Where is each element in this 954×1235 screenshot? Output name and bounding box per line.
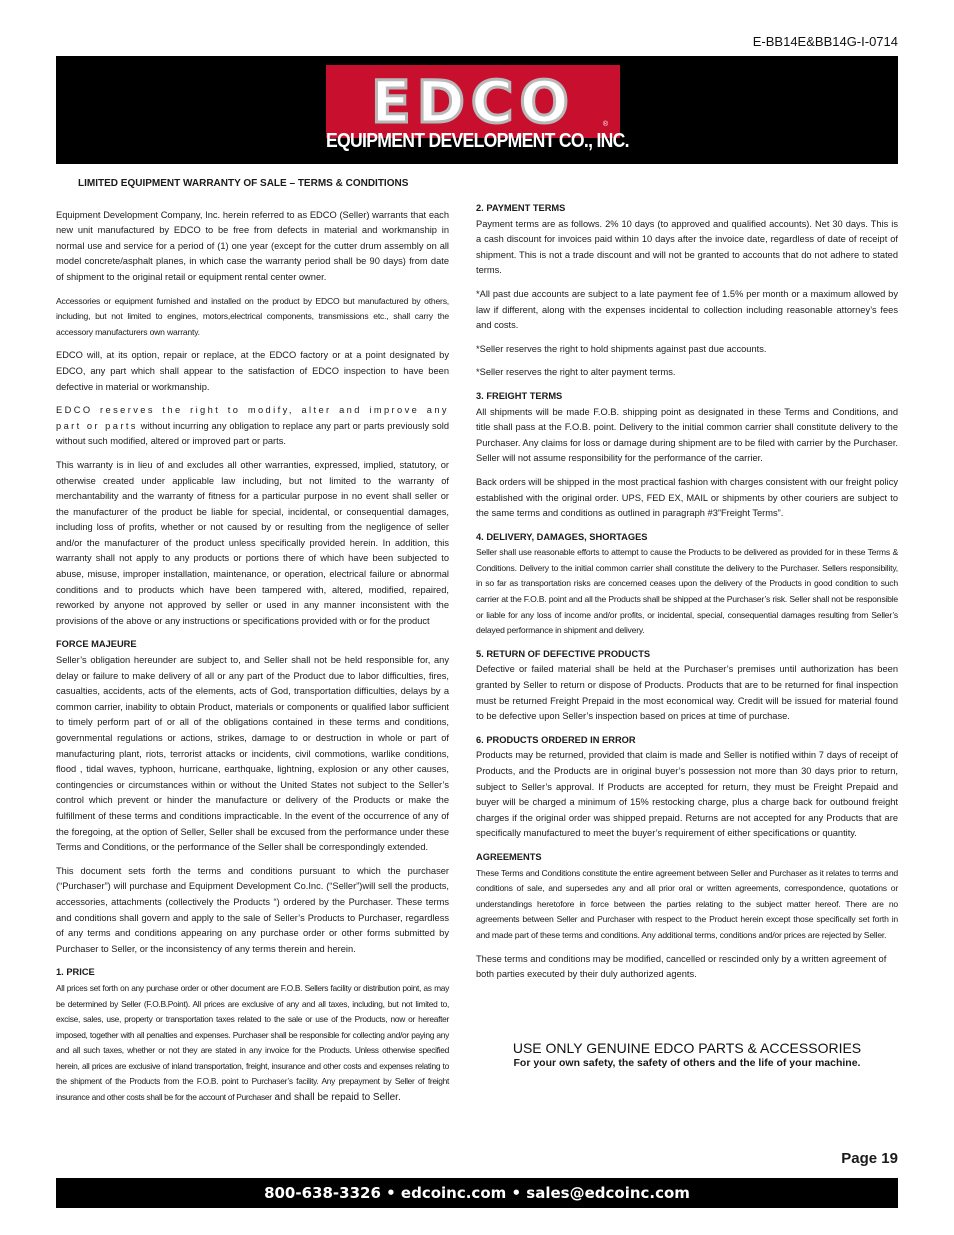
left-column <box>56 176 449 1114</box>
hold-shipments-paragraph: *Seller reserves the right to hold shipments against past due accounts. <box>476 343 767 354</box>
return-paragraph: Defective or failed material shall be held at the Purchaser’s premises until authorization has been granted by Seller to return or dispose of Products. Products that are to be returned for final inspection must be returned Freight Prepaid in the most economical way. Credit will be issued for material found to be defective upon Seller’s inspection based on prices at time of purchase. <box>476 664 898 722</box>
genuine-parts-notice <box>476 1040 898 1069</box>
edco-logo <box>326 65 620 138</box>
repair-paragraph: EDCO will, at its option, repair or replace, at the EDCO factory or at a point designated by EDCO, any part which shall appear to the satisfaction of EDCO inspection to have been defective in material or workmanship. <box>56 350 449 392</box>
header-band <box>56 56 898 164</box>
ordered-in-error-paragraph: Products may be returned, provided that claim is made and Seller is notified within 7 days of receipt of Products, and the Products are in original buyer’s possession not more than 30 days prior to return, subject to Seller’s approval. If Products are accepted for return, they must be Freight Prepaid and buyer will be charged a minimum of 15% restocking charge, plus a charge back for outbound freight charges if the original order was shipped prepaid. Returns are not accepted for any Products that are specifically manufactured to meet the buyer’s requirement of either specifications or quantity. <box>476 750 898 839</box>
document-code: E-BB14E&BB14G-I-0714 <box>752 34 898 49</box>
back-orders-paragraph: Back orders will be shipped in the most practical fashion with charges consistent with our freight policy established with the original order. UPS, FED EX, MAIL or shipments by other couriers are subject to the same terms and conditions as outlined in paragraph #3”Freight Terms”. <box>476 476 898 519</box>
late-fee-paragraph: *All past due accounts are subject to a late payment fee of 1.5% per month or a maximum allowed by law if different, along with the expenses incidental to collection including reasonable attorney’s fees and costs. <box>476 288 898 331</box>
delivery-paragraph: Seller shall use reasonable efforts to attempt to cause the Products to be delivered as provided for in these Terms & Conditions. Delivery to the initial common carrier shall constitute the delivery to the Purchaser. Sellers responsibility, in so far as transportation risks are concerned ceases upon the delivery of the Products in good condition to such carrier at the F.O.B. point and all the Products shall be shipped at the Purchaser’s risk. Seller shall not be responsible or liable for any loss of income and/or profits, or incidental, special, consequential damages resulting from Seller’s delayed performance in shipment and delivery. <box>476 547 898 636</box>
warranty-paragraph: Equipment Development Company, Inc. herein referred to as EDCO (Seller) warrants that each new unit manufactured by EDCO to be free from defects in material and workmanship in normal use and service for a period of (1) one year (except for the cutter drum assembly on all model concrete/asphalt planes, in which case the warranty period shall be 90 days) from date of shipment to the original retail or equipment rental center owner. <box>56 209 449 282</box>
price-tail: and shall be repaid to Seller. <box>271 1092 401 1104</box>
price-heading: 1. PRICE <box>56 967 95 978</box>
freight-terms-heading: 3. FREIGHT TERMS <box>476 390 563 401</box>
force-majeure-paragraph: Seller’s obligation hereunder are subject to, and Seller shall not be held responsible for, any delay or failure to make delivery of all or any part of the Product due to labor difficulties, fires, casualties, accidents, acts of the elements, acts of God, transportation difficulties, delays by a common carrier, inability to obtain Product, materials or components or qualified labor sufficient to timely perform part of or all of the obligations contained in these terms and conditions, governmental regulations or actions, strikes, damage to or destruction in whole or part of manufacturing plant, riots, terrorist attacks or incidents, civil commotions, warlike conditions, flood , tidal waves, typhoon, hurricane, earthquake, lightning, explosion or any other causes, contingencies or circumstances within or without the United States not subject to the Seller’s control which prevent or hinder the manufacture or delivery of the Products or make the fulfillment of these terms and conditions impracticable. In the event of the occurrence of any of the foregoing, at the option of Seller, Seller shall be excused from the performance under these Terms and Conditions, or the performance of the Seller shall be correspondingly extended. <box>56 655 449 853</box>
logo-wordmark: EDCO <box>371 67 575 136</box>
page-number: Page 19 <box>841 1150 898 1167</box>
modify-rest: without incurring any obligation to replace any part or parts previously sold without such modified, altered or improved part or parts. <box>56 420 450 447</box>
footer-contact-bar <box>56 1178 898 1208</box>
ordered-in-error-heading: 6. PRODUCTS ORDERED IN ERROR <box>476 734 636 745</box>
force-majeure-heading: FORCE MAJEURE <box>56 639 137 650</box>
alter-terms-paragraph: *Seller reserves the right to alter payment terms. <box>476 367 676 378</box>
agreements-paragraph: These Terms and Conditions constitute the entire agreement between Seller and Purchaser as it relates to terms and conditions of sale, and supersedes any and all prior oral or written agreements, correspondence, quotations or understandings heretofore in force between the parties relating to the subject matter hereof. There are no agreements between Seller and Purchaser with respect to the Product herein except those specifically set forth in and made part of these terms and conditions. Any additional terms, conditions and/or prices are rejected by Seller. <box>476 867 898 940</box>
payment-terms-heading: 2. PAYMENT TERMS <box>476 203 566 213</box>
contact-info: 800-638-3326 • edcoinc.com • sales@edcoinc.com <box>264 1184 690 1202</box>
modify-paragraph <box>56 403 449 450</box>
disclaimer-paragraph: This warranty is in lieu of and excludes all other warranties, expressed, implied, statutory, or otherwise created under applicable law including, but not limited to the warranty of merchantability and the warranty of fitness for a particular purpose in no event shall seller or the manufacturer of the product be liable for special, incidental, or consequential damages, including loss of profits, whether or not caused by or resulting from the negligence of seller and/or the manufacturer of the product unless specifically provided herein. In addition, this warranty shall not apply to any products or portions there of which have been subjected to abuse, misuse, improper installation, maintenance, or operation, electrical failure or abnormal conditions and to products which have been tampered with, altered, modified, repaired, reworked by anyone not approved by seller or used in any manner inconsistent with the provisions of the above or any instructions or specifications provided with or for the product <box>56 459 449 626</box>
document-scope-paragraph: This document sets forth the terms and conditions pursuant to which the purchaser (“Purchaser”) will purchase and Equipment Development Co.Inc. (“Seller”)will sell the products, accessories, attachments (collectively the Products “) ordered by the Purchaser. These terms and conditions shall govern and apply to the sale of Seller’s Products to Purchaser, regardless of any terms and conditions appearing on any purchase order or other forms submitted by Purchaser to Seller, or the inconsistency of any terms therein and herein. <box>56 865 449 954</box>
modification-paragraph: These terms and conditions may be modified, cancelled or rescinded only by a written agreement of both parties executed by their duly authorized agents. <box>476 953 887 980</box>
right-column <box>476 201 898 991</box>
return-heading: 5. RETURN OF DEFECTIVE PRODUCTS <box>476 648 651 659</box>
price-paragraph <box>56 981 449 1106</box>
genuine-parts-title: USE ONLY GENUINE EDCO PARTS & ACCESSORIES <box>512 1040 862 1056</box>
payment-terms-paragraph: Payment terms are as follows. 2% 10 days (to approved and qualified accounts). Net 30 days. This is a cash discount for invoices paid within 10 days after the invoice date, regardless of date of receipt of shipment. This is not a trade discount and will not be granted to accounts that do not adhere to stated terms. <box>476 218 898 276</box>
document-title: LIMITED EQUIPMENT WARRANTY OF SALE – TERMS & CONDITIONS <box>78 178 409 189</box>
agreements-heading: AGREEMENTS <box>476 851 542 862</box>
delivery-heading: 4. DELIVERY, DAMAGES, SHORTAGES <box>476 531 648 542</box>
modify-lead: EDCO reserves the right to modify, alter and improve any part or parts <box>56 405 449 431</box>
registered-mark: ® <box>602 121 608 128</box>
price-body: All prices set forth on any purchase order or other document are F.O.B. Sellers facility or distribution point, as may be determined by Seller (F.O.B.Point). All prices are exclusive of any and all taxes, including, but not limited to, excise, sales, use, property or transportation taxes related to the sale or use of the Products, now or hereafter imposed, together with all penalties and expenses. Purchaser shall be responsible for collecting and/or paying any and all such taxes, whether or not they are stated in any invoice for the Products. Unless otherwise specified herein, all prices are exclusive of inland transportation, freight, insurance and other costs and expenses relating to the shipment of the Products from the F.O.B. point to Purchaser’s facility. Any prepayment by Seller of freight insurance and other costs shall be for the account of Purchaser <box>56 982 449 1103</box>
company-name: EQUIPMENT DEVELOPMENT CO., INC. <box>326 130 629 152</box>
freight-terms-paragraph: All shipments will be made F.O.B. shipping point as designated in these Terms and Conditions, and title shall pass at the F.O.B. point. Delivery to the initial common carrier shall constitute delivery to the Purchaser. Any claims for loss or damage during shipment are to be filed with carrier by the Purchaser. Seller will not assume responsibility for the performance of the carrier. <box>476 406 898 464</box>
accessories-paragraph: Accessories or equipment furnished and installed on the product by EDCO but manufactured by others, including, but not limited to engines, motors,electrical components, transmissions etc., shall carry the accessory manufacturers own warranty. <box>56 295 449 337</box>
safety-subtitle: For your own safety, the safety of others and the life of your machine. <box>513 1057 861 1069</box>
